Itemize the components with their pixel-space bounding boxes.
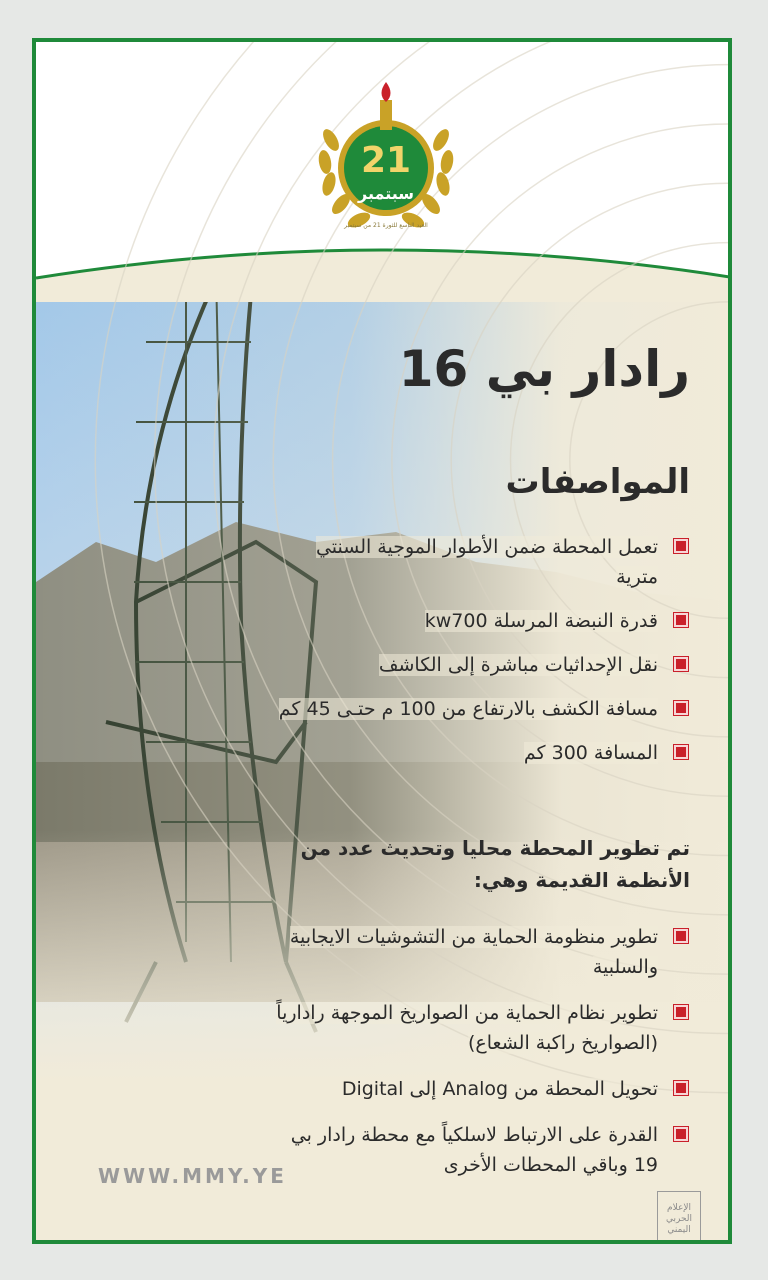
september-21-emblem — [301, 70, 471, 240]
bullet-icon — [674, 657, 688, 671]
bullet-icon — [674, 613, 688, 627]
bullet-icon — [674, 745, 688, 759]
specs-list — [272, 532, 692, 782]
emblem-ribbon-text: العيد التاسع للثورة 21 من سبتمبر — [344, 222, 428, 229]
logo-line-1: الإعلام — [667, 1202, 691, 1213]
logo-line-3: اليمني — [667, 1224, 691, 1235]
logo-line-2: الحربي — [665, 1213, 693, 1224]
emblem-month: سبتمبر — [357, 184, 414, 203]
development-note: تم تطوير المحطة محليا وتحديث عدد من الأنظمة القديمة وهي: — [300, 836, 690, 892]
list-item: تطوير نظام الحماية من الصواريخ الموجهة رادارياً (الصواريخ راكبة الشعاع) — [272, 998, 692, 1058]
list-item: القدرة على الارتباط لاسلكياً مع محطة رادار بي 19 وباقي المحطات الأخرى — [272, 1120, 692, 1180]
bullet-icon — [674, 701, 688, 715]
list-item: المسافة 300 كم — [272, 738, 692, 768]
list-item: تطوير منظومة الحماية من التشوشيات الايجابية والسلبية — [272, 922, 692, 982]
website-url: WWW.MMY.YE — [98, 1164, 287, 1188]
list-item: قدرة النبضة المرسلة kw700 — [272, 606, 692, 636]
upgrades-list — [272, 922, 692, 1196]
specs-heading: المواصفات — [505, 462, 690, 502]
list-item: مسافة الكشف بالارتفاع من 100 م حتـى 45 كم — [272, 694, 692, 724]
page-title: رادار بي 16 — [398, 340, 690, 398]
bullet-icon — [674, 1081, 688, 1095]
bullet-icon — [674, 539, 688, 553]
military-media-logo — [657, 1191, 701, 1244]
list-item: تحويل المحطة من Analog إلى Digital — [272, 1074, 692, 1104]
bullet-icon — [674, 1005, 688, 1019]
bullet-icon — [674, 929, 688, 943]
poster-card — [32, 38, 732, 1244]
list-item: تعمل المحطة ضمن الأطوار الموجية السنتي مترية — [272, 532, 692, 592]
emblem-number: 21 — [360, 140, 412, 181]
list-item: نقل الإحداثيات مباشرة إلى الكاشف — [272, 650, 692, 680]
bullet-icon — [674, 1127, 688, 1141]
